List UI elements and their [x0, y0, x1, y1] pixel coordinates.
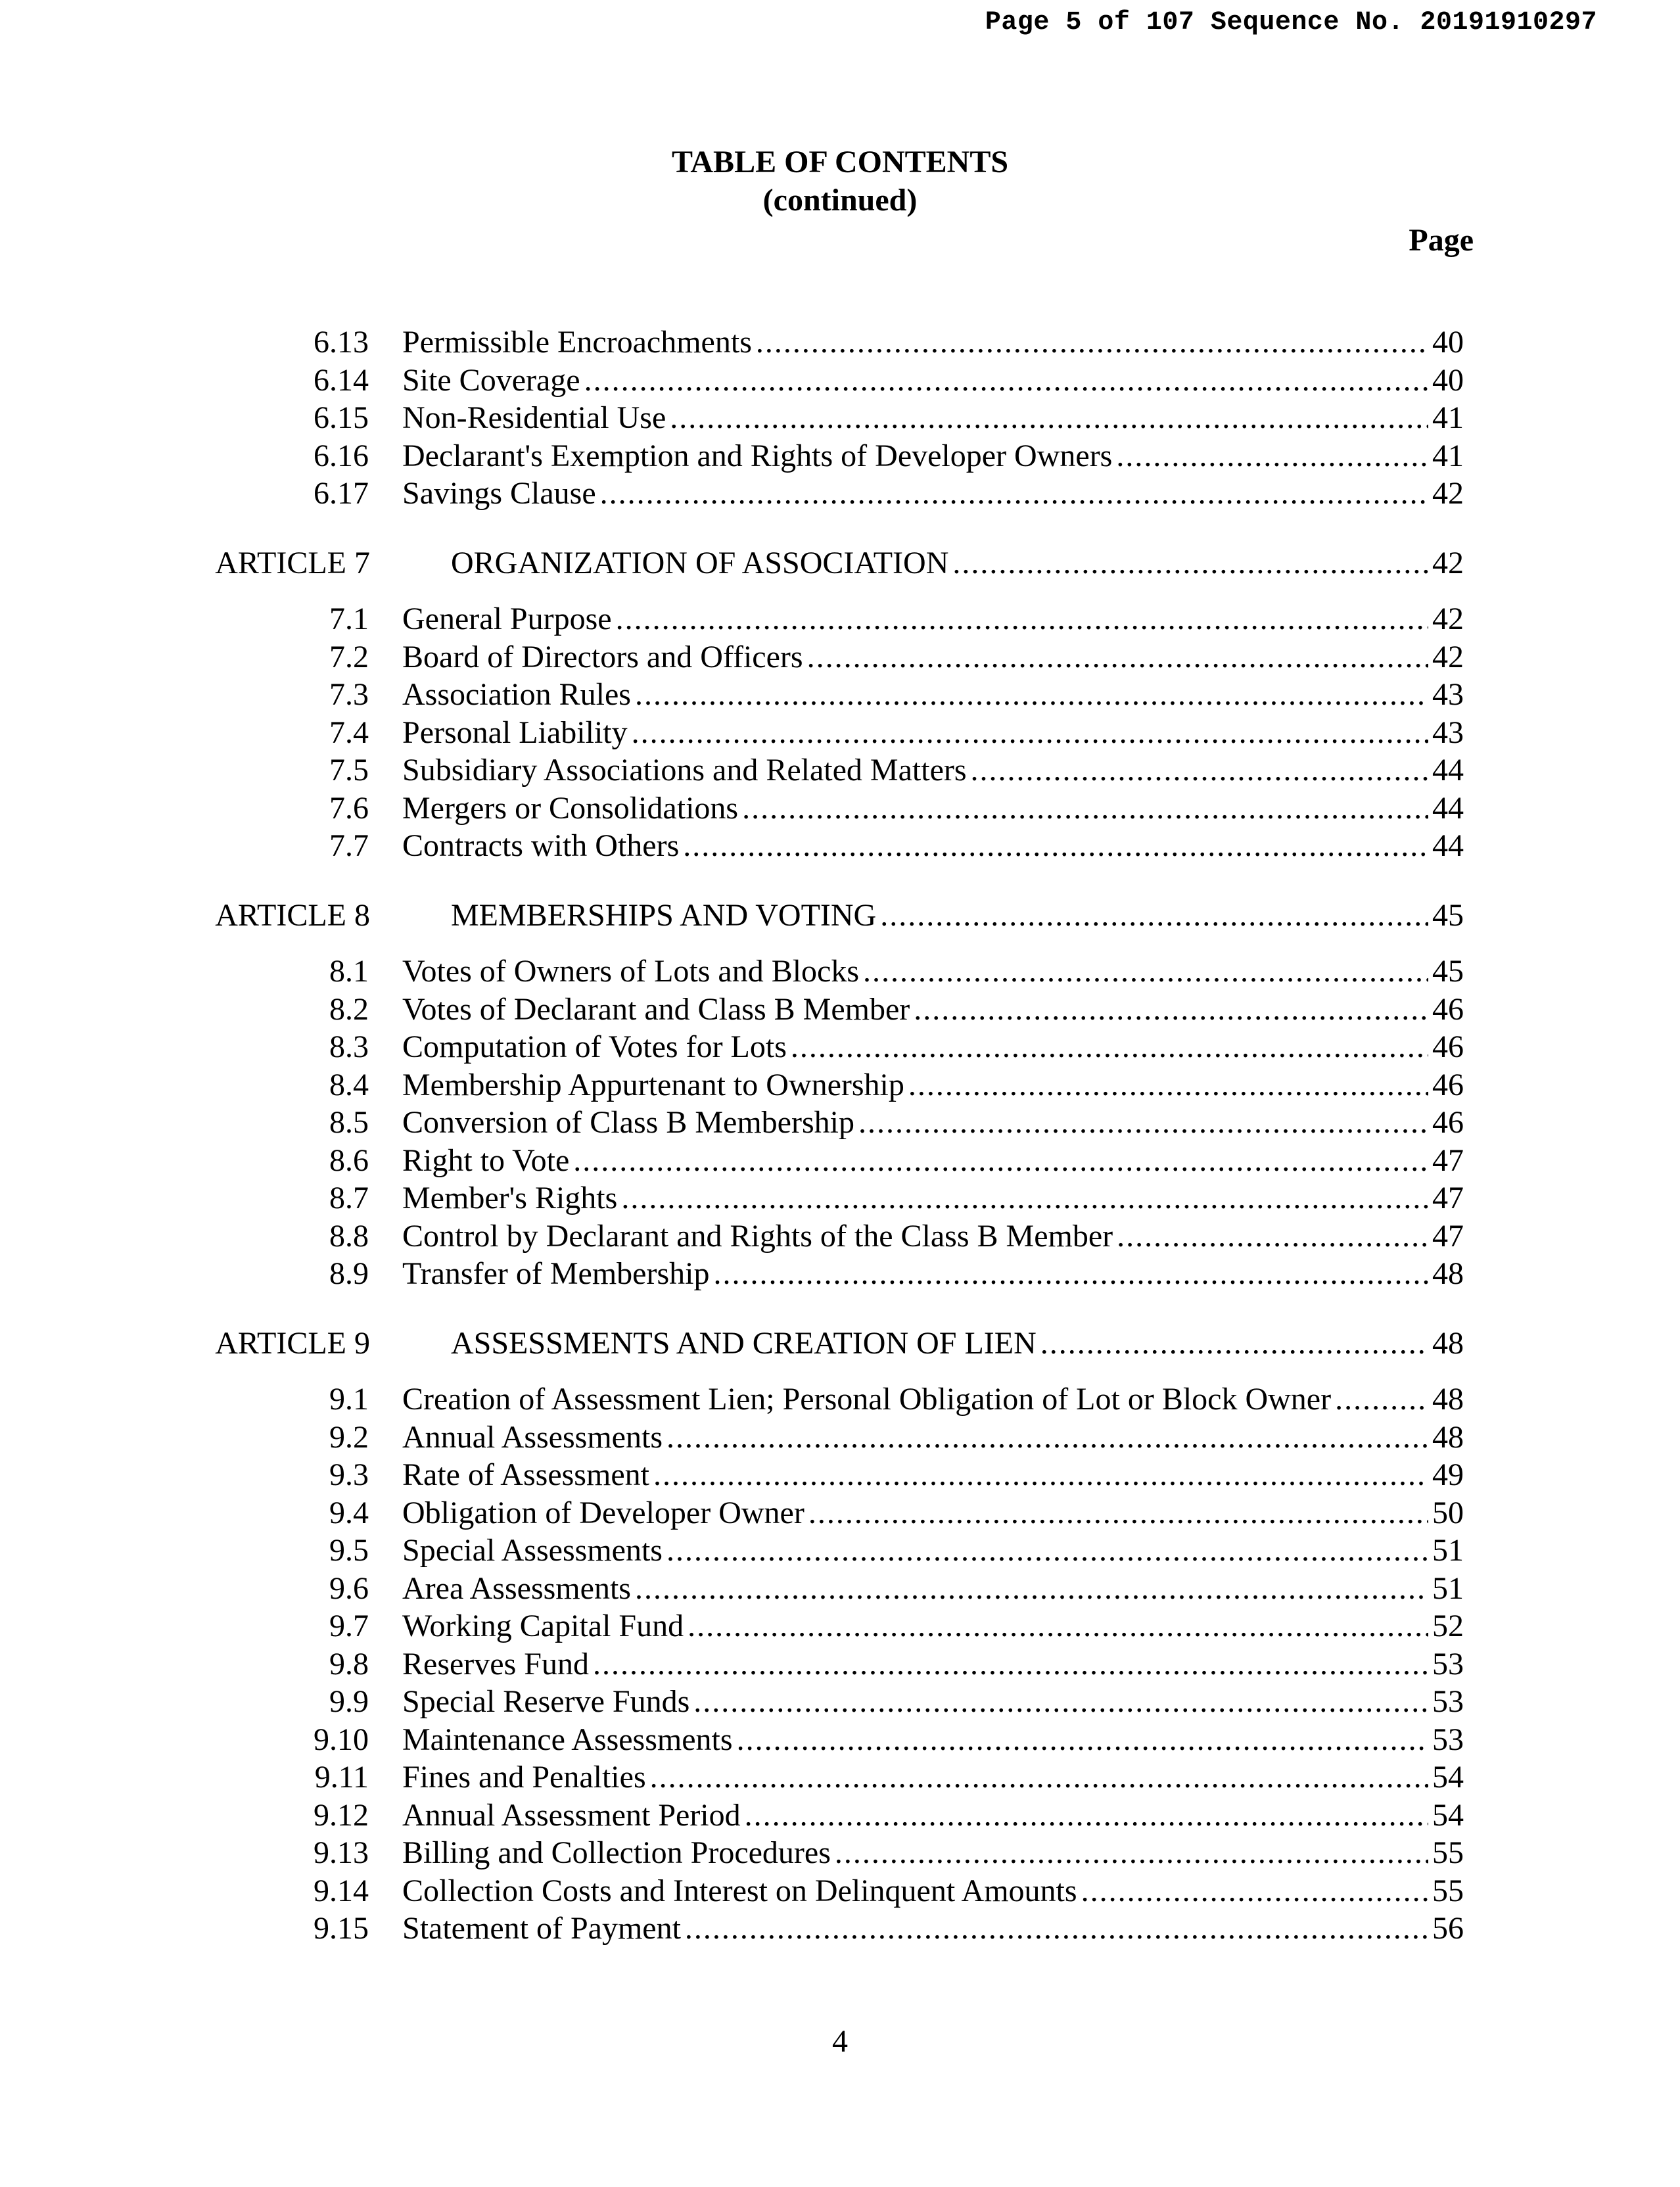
toc-entry	[402, 638, 1464, 677]
toc-entry	[402, 1720, 1464, 1760]
page-number: 51	[1432, 1571, 1464, 1606]
toc-subtitle: (continued)	[762, 183, 918, 218]
section-number: 8.2	[329, 992, 369, 1027]
section-number: 9.2	[329, 1420, 369, 1455]
dot-leader	[807, 638, 1428, 677]
toc-section-row	[0, 1569, 1680, 1609]
toc-section-row	[0, 1380, 1680, 1419]
toc-title: TABLE OF CONTENTS	[671, 145, 1009, 179]
dot-leader	[914, 990, 1428, 1029]
toc-article-row	[0, 1324, 1680, 1363]
section-title: Rate of Assessment	[402, 1457, 649, 1492]
section-number: 9.5	[329, 1533, 369, 1568]
page-number: 46	[1432, 1105, 1464, 1140]
page-number: 43	[1432, 677, 1464, 712]
toc-section-row	[0, 638, 1680, 677]
section-title: Declarant's Exemption and Rights of Developer Owners	[402, 438, 1113, 473]
section-number: 9.11	[314, 1760, 369, 1795]
toc-section-row	[0, 474, 1680, 513]
toc-entry	[402, 600, 1464, 639]
page-number: 44	[1432, 791, 1464, 826]
page-number: 40	[1432, 363, 1464, 398]
section-number: 6.14	[314, 363, 369, 398]
dot-leader	[650, 1758, 1428, 1797]
section-number: 8.6	[329, 1143, 369, 1178]
section-number: 6.17	[314, 476, 369, 511]
dot-leader	[1117, 1217, 1428, 1256]
dot-leader	[693, 1682, 1428, 1722]
toc-entry	[402, 713, 1464, 753]
section-title: Non-Residential Use	[402, 400, 666, 435]
dot-leader	[573, 1141, 1428, 1181]
section-title: General Purpose	[402, 601, 612, 636]
toc-entry	[402, 1027, 1464, 1067]
section-title: Conversion of Class B Membership	[402, 1105, 854, 1140]
dot-leader	[880, 896, 1428, 935]
toc-section-row	[0, 1066, 1680, 1105]
page-number: 54	[1432, 1798, 1464, 1833]
page-number: 42	[1432, 601, 1464, 636]
section-title: Board of Directors and Officers	[402, 640, 803, 674]
dot-leader	[971, 751, 1428, 790]
section-number: 6.13	[314, 325, 369, 360]
section-title: Permissible Encroachments	[402, 325, 752, 360]
article-title: MEMBERSHIPS AND VOTING	[451, 898, 877, 933]
dot-leader	[737, 1720, 1428, 1760]
page-number: 53	[1432, 1722, 1464, 1757]
page-number: 47	[1432, 1143, 1464, 1178]
toc-section-row	[0, 1217, 1680, 1256]
toc-section-row	[0, 1103, 1680, 1142]
toc-entry	[402, 789, 1464, 828]
dot-leader	[670, 398, 1428, 438]
section-title: Special Assessments	[402, 1533, 663, 1568]
section-title: Savings Clause	[402, 476, 596, 511]
toc-section-row	[0, 1254, 1680, 1294]
toc-entry	[402, 1682, 1464, 1722]
toc-section-row	[0, 952, 1680, 991]
toc-entry	[402, 361, 1464, 400]
toc-section-row	[0, 1607, 1680, 1646]
page-number: 46	[1432, 1068, 1464, 1102]
page-number: 41	[1432, 438, 1464, 473]
article-number: ARTICLE 8	[215, 898, 370, 933]
document-header: Page 5 of 107 Sequence No. 20191910297	[985, 8, 1597, 37]
dot-leader	[952, 544, 1428, 583]
section-number: 7.2	[329, 640, 369, 674]
section-number: 7.6	[329, 791, 369, 826]
toc-entry	[402, 1066, 1464, 1105]
toc-section-row	[0, 751, 1680, 790]
dot-leader	[666, 1531, 1428, 1570]
page-number: 41	[1432, 400, 1464, 435]
toc-entry	[402, 1909, 1464, 1948]
section-title: Annual Assessment Period	[402, 1798, 741, 1833]
toc-entry	[402, 751, 1464, 790]
section-number: 8.8	[329, 1219, 369, 1254]
page-number: 42	[1432, 546, 1464, 580]
page-number: 48	[1432, 1382, 1464, 1417]
section-title: Working Capital Fund	[402, 1609, 684, 1643]
section-number: 7.5	[329, 753, 369, 788]
dot-leader	[600, 474, 1428, 513]
page-number: 45	[1432, 898, 1464, 933]
dot-leader	[835, 1833, 1428, 1873]
section-number: 8.1	[329, 954, 369, 989]
toc-entry	[402, 1179, 1464, 1218]
page-number: 42	[1432, 640, 1464, 674]
section-number: 8.5	[329, 1105, 369, 1140]
toc-entry	[402, 1141, 1464, 1181]
article-title: ASSESSMENTS AND CREATION OF LIEN	[451, 1326, 1037, 1361]
dot-leader	[858, 1103, 1428, 1142]
toc-section-row	[0, 1645, 1680, 1684]
toc-entry	[402, 1569, 1464, 1609]
page-number: 56	[1432, 1911, 1464, 1946]
section-title: Mergers or Consolidations	[402, 791, 739, 826]
toc-section-row	[0, 361, 1680, 400]
section-number: 8.3	[329, 1029, 369, 1064]
section-number: 6.15	[314, 400, 369, 435]
section-title: Creation of Assessment Lien; Personal Obligation of Lot or Block Owner	[402, 1382, 1332, 1417]
page-number: 51	[1432, 1533, 1464, 1568]
section-title: Billing and Collection Procedures	[402, 1835, 831, 1870]
section-title: Site Coverage	[402, 363, 580, 398]
page-number: 48	[1432, 1420, 1464, 1455]
toc-section-row	[0, 1871, 1680, 1911]
page-number: 47	[1432, 1181, 1464, 1215]
dot-leader	[635, 675, 1428, 715]
dot-leader	[863, 952, 1428, 991]
toc-entry	[451, 896, 1464, 935]
toc-article-row	[0, 544, 1680, 583]
page-number: 48	[1432, 1256, 1464, 1291]
toc-section-row	[0, 713, 1680, 753]
page-number: 48	[1432, 1326, 1464, 1361]
section-number: 9.15	[314, 1911, 369, 1946]
section-number: 9.9	[329, 1684, 369, 1719]
section-title: Statement of Payment	[402, 1911, 681, 1946]
dot-leader	[1116, 436, 1428, 476]
toc-entry	[402, 1607, 1464, 1646]
article-number: ARTICLE 9	[215, 1326, 370, 1361]
section-number: 9.8	[329, 1647, 369, 1681]
dot-leader	[621, 1179, 1428, 1218]
toc-section-row	[0, 1418, 1680, 1457]
section-number: 9.13	[314, 1835, 369, 1870]
toc-section-row	[0, 1796, 1680, 1835]
section-title: Subsidiary Associations and Related Matters	[402, 753, 967, 788]
article-title: ORGANIZATION OF ASSOCIATION	[451, 546, 949, 580]
toc-section-row	[0, 600, 1680, 639]
section-title: Annual Assessments	[402, 1420, 663, 1455]
toc-entry	[451, 1324, 1464, 1363]
section-title: Control by Declarant and Rights of the Class B Member	[402, 1219, 1113, 1254]
toc-section-row	[0, 826, 1680, 866]
toc-section-row	[0, 675, 1680, 715]
page-number: 42	[1432, 476, 1464, 511]
section-number: 7.4	[329, 715, 369, 750]
toc-entry	[402, 1217, 1464, 1256]
section-number: 6.16	[314, 438, 369, 473]
section-title: Reserves Fund	[402, 1647, 589, 1681]
toc-entry	[402, 1493, 1464, 1533]
toc-section-row	[0, 1833, 1680, 1873]
page-column-label: Page	[1409, 223, 1474, 258]
page-number: 46	[1432, 1029, 1464, 1064]
section-title: Membership Appurtenant to Ownership	[402, 1068, 904, 1102]
section-number: 9.3	[329, 1457, 369, 1492]
page-number: 54	[1432, 1760, 1464, 1795]
section-number: 9.10	[314, 1722, 369, 1757]
section-number: 8.4	[329, 1068, 369, 1102]
toc-entry	[402, 990, 1464, 1029]
toc-entry	[402, 1531, 1464, 1570]
toc-section-row	[0, 1758, 1680, 1797]
dot-leader	[632, 713, 1428, 753]
section-title: Association Rules	[402, 677, 631, 712]
toc-entry	[402, 1833, 1464, 1873]
page-number: 52	[1432, 1609, 1464, 1643]
section-number: 8.7	[329, 1181, 369, 1215]
toc-entry	[402, 675, 1464, 715]
page-number: 47	[1432, 1219, 1464, 1254]
section-number: 9.1	[329, 1382, 369, 1417]
section-number: 9.14	[314, 1873, 369, 1908]
page-number: 45	[1432, 954, 1464, 989]
toc-section-row	[0, 1531, 1680, 1570]
section-title: Maintenance Assessments	[402, 1722, 733, 1757]
toc-section-row	[0, 1682, 1680, 1722]
toc-entry	[402, 1380, 1464, 1419]
page-number: 44	[1432, 753, 1464, 788]
toc-entry	[402, 323, 1464, 362]
toc-entry	[451, 544, 1464, 583]
toc-entry	[402, 1418, 1464, 1457]
page-number: 46	[1432, 992, 1464, 1027]
page-number: 50	[1432, 1495, 1464, 1530]
toc-entry	[402, 1796, 1464, 1835]
section-title: Special Reserve Funds	[402, 1684, 690, 1719]
dot-leader	[756, 323, 1428, 362]
section-title: Votes of Owners of Lots and Blocks	[402, 954, 860, 989]
page-number: 55	[1432, 1873, 1464, 1908]
section-title: Right to Vote	[402, 1143, 570, 1178]
section-number: 7.1	[329, 601, 369, 636]
toc-section-row	[0, 1455, 1680, 1495]
dot-leader	[908, 1066, 1428, 1105]
page-number: 55	[1432, 1835, 1464, 1870]
section-title: Contracts with Others	[402, 828, 680, 863]
page-number: 49	[1432, 1457, 1464, 1492]
dot-leader	[1081, 1871, 1428, 1911]
toc-entry	[402, 1758, 1464, 1797]
toc-entry	[402, 398, 1464, 438]
section-title: Member's Rights	[402, 1181, 618, 1215]
toc-entry	[402, 952, 1464, 991]
page-number: 53	[1432, 1684, 1464, 1719]
section-title: Personal Liability	[402, 715, 628, 750]
dot-leader	[688, 1607, 1428, 1646]
toc-section-row	[0, 1141, 1680, 1181]
toc-section-row	[0, 1179, 1680, 1218]
page-number: 44	[1432, 828, 1464, 863]
dot-leader	[1040, 1324, 1428, 1363]
footer-page-number: 4	[832, 2024, 848, 2059]
toc-section-row	[0, 789, 1680, 828]
section-title: Transfer of Membership	[402, 1256, 710, 1291]
section-number: 9.7	[329, 1609, 369, 1643]
dot-leader	[685, 1909, 1428, 1948]
dot-leader	[584, 361, 1428, 400]
page-number: 43	[1432, 715, 1464, 750]
section-number: 9.4	[329, 1495, 369, 1530]
dot-leader	[742, 789, 1428, 828]
section-number: 9.6	[329, 1571, 369, 1606]
section-title: Area Assessments	[402, 1571, 631, 1606]
article-number: ARTICLE 7	[215, 546, 370, 580]
dot-leader	[635, 1569, 1428, 1609]
dot-leader	[791, 1027, 1428, 1067]
section-number: 9.12	[314, 1798, 369, 1833]
toc-section-row	[0, 323, 1680, 362]
toc-section-row	[0, 1493, 1680, 1533]
toc-entry	[402, 1871, 1464, 1911]
toc-section-row	[0, 990, 1680, 1029]
dot-leader	[653, 1455, 1428, 1495]
dot-leader	[713, 1254, 1428, 1294]
toc-entry	[402, 1455, 1464, 1495]
toc-section-row	[0, 1909, 1680, 1948]
toc-section-row	[0, 398, 1680, 438]
dot-leader	[593, 1645, 1428, 1684]
page-number: 53	[1432, 1647, 1464, 1681]
toc-entry	[402, 1103, 1464, 1142]
section-title: Computation of Votes for Lots	[402, 1029, 787, 1064]
section-number: 8.9	[329, 1256, 369, 1291]
toc-entry	[402, 826, 1464, 866]
dot-leader	[808, 1493, 1428, 1533]
dot-leader	[616, 600, 1428, 639]
toc-section-row	[0, 1027, 1680, 1067]
section-title: Collection Costs and Interest on Delinquent Amounts	[402, 1873, 1077, 1908]
page-number: 40	[1432, 325, 1464, 360]
dot-leader	[1335, 1380, 1428, 1419]
dot-leader	[666, 1418, 1428, 1457]
toc-entry	[402, 1254, 1464, 1294]
section-title: Votes of Declarant and Class B Member	[402, 992, 910, 1027]
dot-leader	[745, 1796, 1428, 1835]
toc-section-row	[0, 436, 1680, 476]
toc-entry	[402, 436, 1464, 476]
toc-section-row	[0, 1720, 1680, 1760]
toc-entry	[402, 1645, 1464, 1684]
toc-article-row	[0, 896, 1680, 935]
section-number: 7.3	[329, 677, 369, 712]
section-title: Obligation of Developer Owner	[402, 1495, 805, 1530]
section-number: 7.7	[329, 828, 369, 863]
section-title: Fines and Penalties	[402, 1760, 646, 1795]
toc-entry	[402, 474, 1464, 513]
dot-leader	[683, 826, 1428, 866]
